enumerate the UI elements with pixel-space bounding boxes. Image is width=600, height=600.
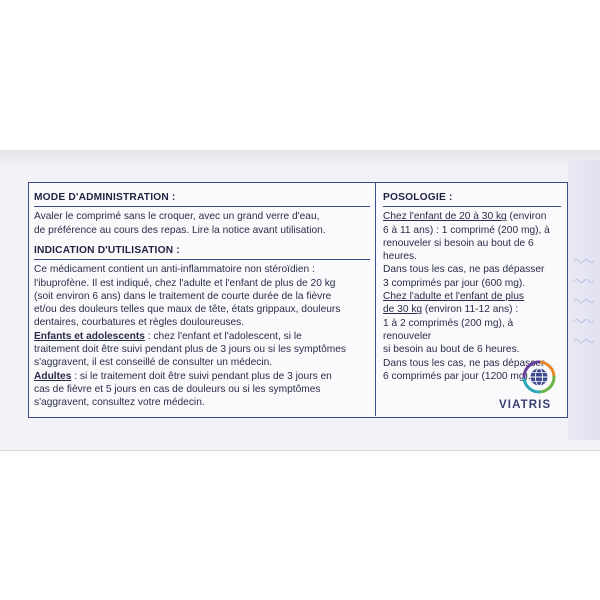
indication-line: (soit environ 6 ans) dans le traitement de courte durée de la fièvre <box>34 290 332 302</box>
wave-pattern-icon <box>574 338 594 344</box>
child-dose-line: Dans tous les cas, ne pas dépasser <box>383 264 545 276</box>
adult-dose-label-rest: (environ 11-12 ans) : <box>422 304 519 316</box>
posologie-divider <box>383 206 561 207</box>
adultes-label: Adultes <box>34 370 72 382</box>
indication-line: l'ibuprofène. Il est indiqué, chez l'adulte et l'enfant de plus de 20 kg <box>34 277 336 289</box>
adultes-line <box>34 370 370 383</box>
adult-dose-line: si besoin au bout de 6 heures. <box>383 344 520 356</box>
viatris-globe-logo-icon <box>522 360 556 394</box>
indication-heading: INDICATION D'UTILISATION : <box>34 245 180 256</box>
adultes-line: s'aggravent, consultez votre médecin. <box>34 397 205 409</box>
adultes-text: : si le traitement doit être suivi pendant plus de 3 jours en <box>71 370 332 382</box>
child-dose-line: renouveler si besoin au bout de 6 heures. <box>383 237 534 263</box>
indication-line: dentaires, courbatures et règles douloureuses. <box>34 317 245 329</box>
adultes-line: cas de fièvre et 5 jours en cas de douleurs ou si les symptômes <box>34 383 321 395</box>
package-top-shadow <box>0 150 600 168</box>
adult-dose-line: 6 comprimés par jour (1200 mg). <box>383 370 531 382</box>
enfants-line: s'aggravent, il est conseillé de consulter un médecin. <box>34 357 273 369</box>
mode-line: de préférence au cours des repas. Lire la notice avant utilisation. <box>34 224 326 236</box>
wave-pattern-icon <box>574 318 594 324</box>
adult-dose-label: de 30 kg <box>383 304 423 316</box>
adult-dose-line <box>383 290 561 303</box>
child-dose-label-rest: (environ <box>506 211 547 223</box>
child-dose-line: 3 comprimés par jour (600 mg). <box>383 277 526 289</box>
enfants-text: : chez l'enfant et l'adolescent, si le <box>144 330 302 342</box>
adult-dose-label: Chez l'adulte et l'enfant de plus <box>383 291 524 303</box>
wave-pattern-icon <box>574 258 594 264</box>
enfants-line <box>34 330 370 343</box>
posologie-heading: POSOLOGIE : <box>383 192 453 203</box>
child-dose-line <box>383 210 561 223</box>
adult-dose-line: 1 à 2 comprimés (200 mg), à renouveler <box>383 317 514 342</box>
enfants-label: Enfants et adolescents <box>34 330 145 342</box>
wave-pattern-icon <box>574 298 594 304</box>
child-dose-label: Chez l'enfant de 20 à 30 kg <box>383 211 507 223</box>
mode-section <box>34 191 370 237</box>
enfants-line: traitement doit être suivi pendant plus de 3 jours ou si les symptômes <box>34 344 347 356</box>
mode-heading: MODE D'ADMINISTRATION : <box>34 192 176 203</box>
brand-name: VIATRIS <box>499 399 552 411</box>
indication-section <box>34 244 370 410</box>
child-dose-line: 6 à 11 ans) : 1 comprimé (200 mg), à <box>383 224 550 236</box>
posologie-section <box>383 191 561 383</box>
mode-line: Avaler le comprimé sans le croquer, avec un grand verre d'eau, <box>34 211 320 223</box>
mode-divider <box>34 206 370 207</box>
adult-dose-line <box>383 303 561 316</box>
indication-line: et/ou des douleurs telles que maux de tête, états grippaux, douleurs <box>34 304 341 316</box>
indication-divider <box>34 259 370 260</box>
indication-line: Ce médicament contient un anti-inflammatoire non stéroïdien : <box>34 264 315 276</box>
adult-dose-line: Dans tous les cas, ne pas dépasser <box>383 357 545 369</box>
wave-pattern-icon <box>574 278 594 284</box>
